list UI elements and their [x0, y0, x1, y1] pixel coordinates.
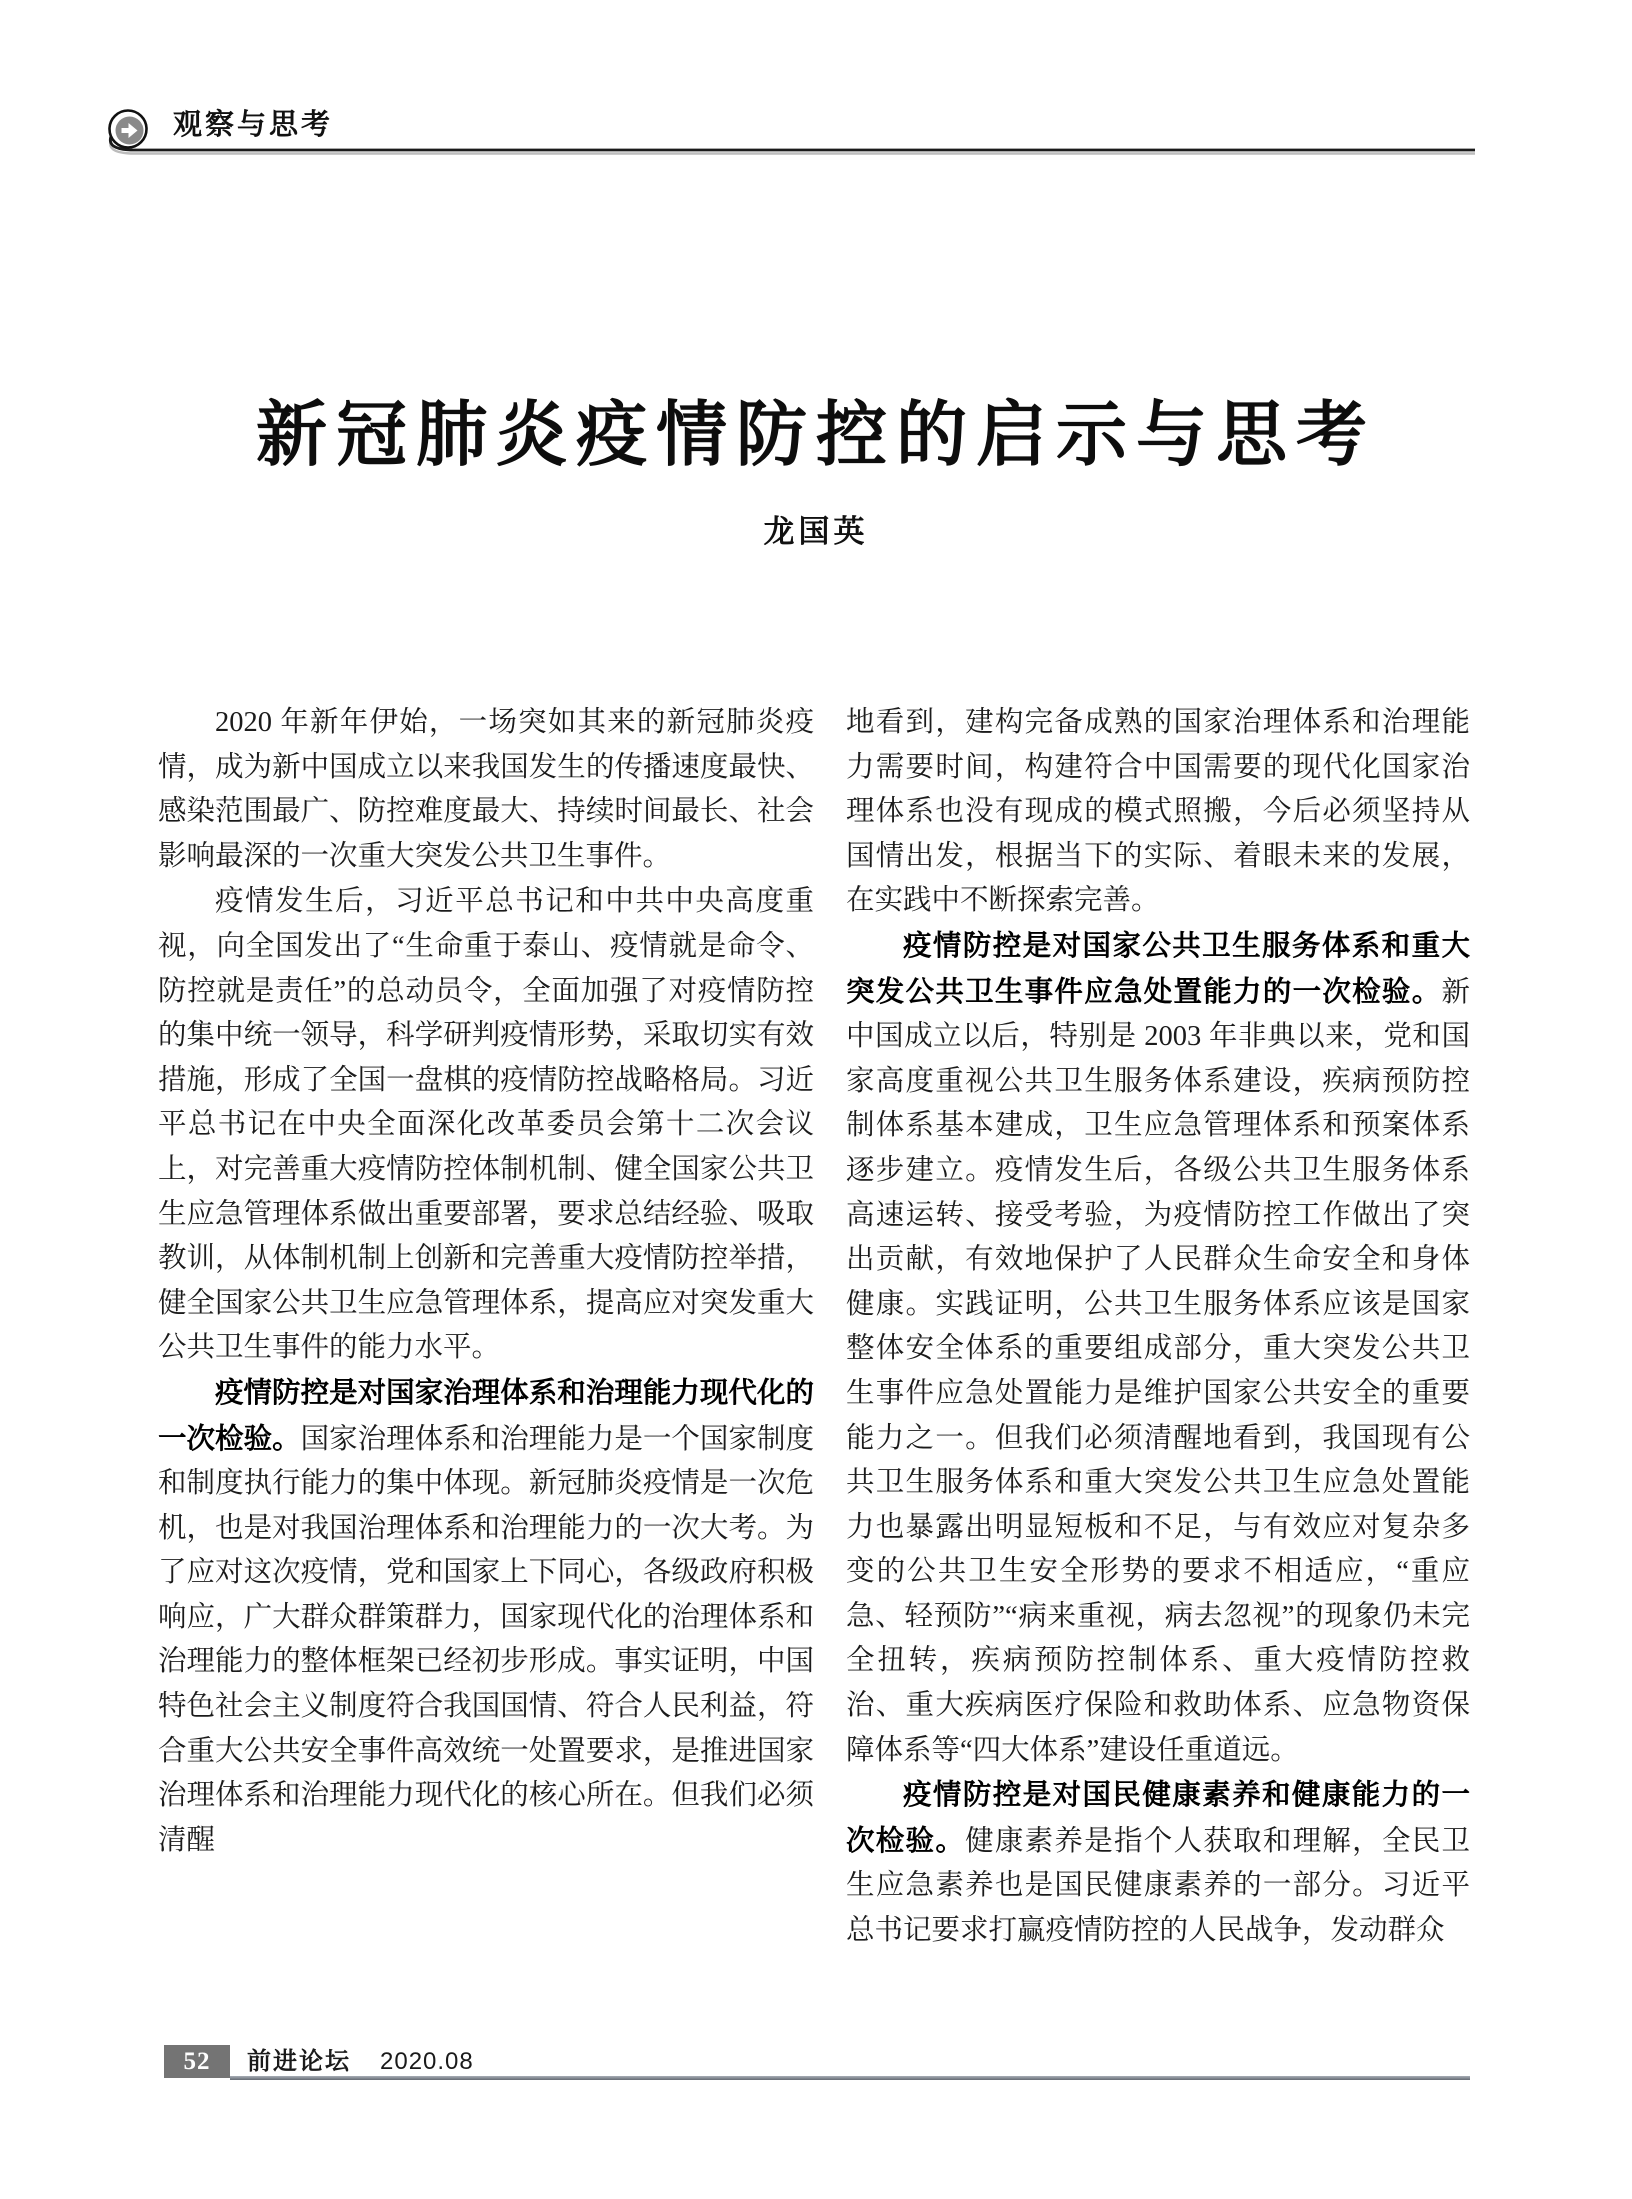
paragraph — [158, 879, 814, 1371]
body-column-left — [158, 700, 814, 1863]
journal-name: 前进论坛 — [247, 2048, 351, 2075]
paragraph-text: 健康素养是指个人获取和理解，全民卫生应急素养也是国民健康素养的一部分。习近平总书记要求打赢疫情防控的人民战争，发动群众 — [846, 1825, 1470, 1947]
paragraph-text: 2020 年新年伊始，一场突如其来的新冠肺炎疫情，成为新中国成立以来我国发生的传播速度最快、感染范围最广、防控难度最大、持续时间最长、社会影响最深的一次重大突发公共卫生事件。 — [158, 707, 814, 872]
paragraph — [158, 700, 814, 879]
page-number-badge: 52 — [164, 2045, 230, 2078]
paragraph-text: 地看到，建构完备成熟的国家治理体系和治理能力需要时间，构建符合中国需要的现代化国家治理体系也没有现成的模式照搬，今后必须坚持从国情出发，根据当下的实际、着眼未来的发展，在实践中不断探索完善。 — [846, 707, 1470, 917]
article-author: 龙国英 — [763, 514, 869, 549]
article-title: 新冠肺炎疫情防控的启示与思考 — [255, 396, 1376, 475]
paragraph-continuation — [846, 700, 1470, 924]
paragraph-text: 疫情发生后，习近平总书记和中共中央高度重视，向全国发出了“生命重于泰山、疫情就是命令、防控就是责任”的总动员令，全面加强了对疫情防控的集中统一领导，科学研判疫情形势，采取切实有效措施，形成了全国一盘棋的疫情防控战略格局。习近平总书记在中央全面深化改革委员会第十二次会议上，对完善重大疫情防控体制机制、健全国家公共卫生应急管理体系做出重要部署，要求总结经验、吸取教训，从体制机制上创新和完善重大疫情防控举措，健全国家公共卫生应急管理体系，提高应对突发重大公共卫生事件的能力水平。 — [158, 886, 814, 1364]
paragraph-lead: 疫情防控是对国家治理体系和治理能力现代化的一次检验。 — [158, 1376, 814, 1455]
paragraph — [846, 1773, 1470, 1953]
paragraph-lead: 疫情防控是对国民健康素养和健康能力的一次检验。 — [846, 1779, 1470, 1857]
issue-number: 2020.08 — [380, 2048, 474, 2075]
footer-rule — [230, 2076, 1470, 2080]
paragraph-text: 新中国成立以后，特别是 2003 年非典以来，党和国家高度重视公共卫生服务体系建设，疾病预防控制体系基本建成，卫生应急管理体系和预案体系逐步建立。疫情发生后，各级公共卫生服务体系高速运转、接受考验，为疫情防控工作做出了突出贡献，有效地保护了人民群众生命安全和身体健康。实践证明，公共卫生服务体系应该是国家整体安全体系的重要组成部分，重大突发公共卫生事件应急处置能力是维护国家公共安全的重要能力之一。但我们必须清醒地看到，我国现有公共卫生服务体系和重大突发公共卫生应急处置能力也暴露出明显短板和不足，与有效应对复杂多变的公共卫生安全形势的要求不相适应，“重应急、轻预防”“病来重视，病去忽视”的现象仍未完全扭转，疾病预防控制体系、重大疫情防控救治、重大疾病医疗保险和救助体系、应急物资保障体系等“四大体系”建设任重道远。 — [846, 976, 1470, 1766]
body-column-right — [846, 700, 1470, 1954]
paragraph-text: 国家治理体系和治理能力是一个国家制度和制度执行能力的集中体现。新冠肺炎疫情是一次危机，也是对我国治理体系和治理能力的一次大考。为了应对这次疫情，党和国家上下同心，各级政府积极响应，广大群众群策群力，国家现代化的治理体系和治理能力的整体框架已经初步形成。事实证明，中国特色社会主义制度符合我国国情、符合人民利益，符合重大公共安全事件高效统一处置要求，是推进国家治理体系和治理能力现代化的核心所在。但我们必须清醒 — [158, 1423, 814, 1856]
arrow-right-circle-icon — [110, 111, 147, 148]
paragraph — [846, 924, 1470, 1773]
paragraph-lead: 疫情防控是对国家公共卫生服务体系和重大突发公共卫生事件应急处置能力的一次检验。 — [846, 929, 1470, 1008]
paragraph — [158, 1371, 814, 1864]
section-label: 观察与思考 — [173, 109, 334, 141]
